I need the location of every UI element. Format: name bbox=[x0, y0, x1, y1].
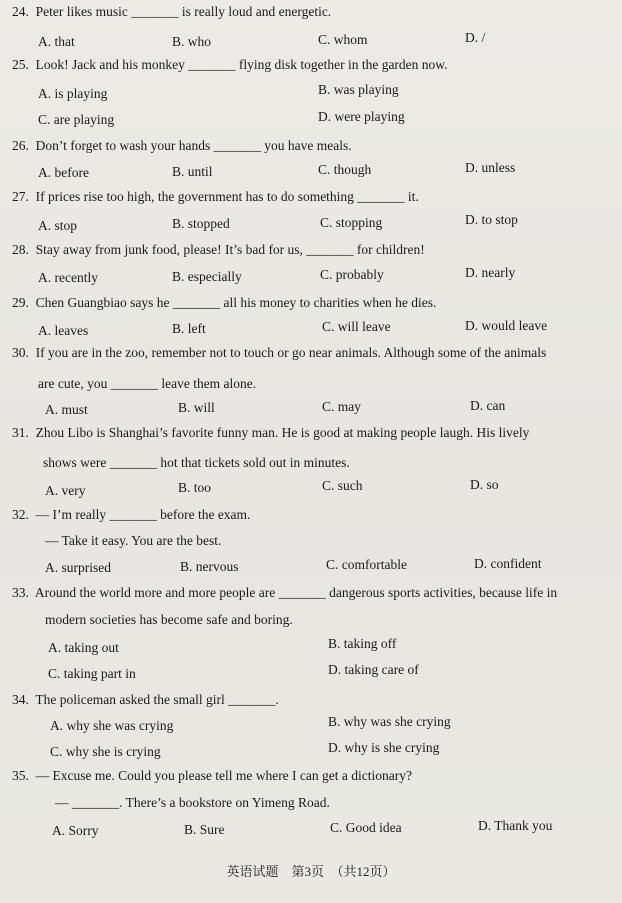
option-d: D. why is she crying bbox=[328, 740, 440, 755]
question-number: 29. bbox=[12, 295, 29, 310]
option-a: A. leaves bbox=[38, 323, 89, 338]
question-text: Look! Jack and his monkey _______ flying disk together in the garden now. bbox=[35, 57, 448, 72]
question-33-line-2: modern societies has become safe and boring. bbox=[45, 612, 293, 627]
question-34-stem bbox=[12, 692, 279, 708]
option-c: C. probably bbox=[320, 267, 384, 282]
option-b: B. Sure bbox=[184, 822, 225, 837]
question-text: Peter likes music _______ is really loud and energetic. bbox=[35, 4, 332, 19]
question-text: — Excuse me. Could you please tell me where I can get a dictionary? bbox=[35, 768, 412, 783]
option-b: B. will bbox=[178, 400, 215, 415]
option-b: B. stopped bbox=[172, 216, 230, 231]
option-d: D. can bbox=[470, 398, 506, 413]
question-text: Don’t forget to wash your hands _______ you have meals. bbox=[35, 138, 352, 153]
question-text: The policeman asked the small girl _______. bbox=[35, 692, 279, 707]
question-number: 34. bbox=[12, 692, 29, 707]
question-text: If you are in the zoo, remember not to touch or go near animals. Although some of the animals bbox=[35, 345, 547, 360]
option-b: B. left bbox=[172, 321, 206, 336]
question-number: 27. bbox=[12, 189, 29, 204]
question-number: 31. bbox=[12, 425, 29, 440]
option-b: B. especially bbox=[172, 269, 242, 284]
option-a: A. why she was crying bbox=[50, 718, 174, 733]
option-b: B. was playing bbox=[318, 82, 399, 97]
question-32-line-2: — Take it easy. You are the best. bbox=[45, 533, 222, 548]
question-number: 32. bbox=[12, 507, 29, 522]
option-c: C. may bbox=[322, 399, 361, 414]
question-number: 28. bbox=[12, 242, 29, 257]
option-d: D. would leave bbox=[465, 318, 548, 333]
option-c: C. taking part in bbox=[48, 666, 136, 681]
question-text: — I’m really _______ before the exam. bbox=[35, 507, 251, 522]
option-a: A. must bbox=[45, 402, 88, 417]
option-a: A. taking out bbox=[48, 640, 119, 655]
option-c: C. whom bbox=[318, 32, 368, 47]
option-c: C. stopping bbox=[320, 215, 383, 230]
option-c: C. why she is crying bbox=[50, 744, 161, 759]
option-c: C. Good idea bbox=[330, 820, 402, 835]
question-number: 24. bbox=[12, 4, 29, 19]
option-a: A. surprised bbox=[45, 560, 111, 575]
option-c: C. are playing bbox=[38, 112, 115, 127]
option-a: A. before bbox=[38, 165, 89, 180]
option-d: D. Thank you bbox=[478, 818, 553, 833]
option-a: A. stop bbox=[38, 218, 78, 233]
question-number: 26. bbox=[12, 138, 29, 153]
option-c: C. comfortable bbox=[326, 557, 407, 572]
question-31-line-2: shows were _______ hot that tickets sold out in minutes. bbox=[43, 455, 350, 470]
question-29-stem bbox=[12, 295, 436, 311]
option-b: B. nervous bbox=[180, 559, 239, 574]
question-30-stem bbox=[12, 345, 546, 361]
question-number: 30. bbox=[12, 345, 29, 360]
option-b: B. until bbox=[172, 164, 213, 179]
question-number: 33. bbox=[12, 585, 29, 600]
option-a: A. is playing bbox=[38, 86, 108, 101]
question-35-stem bbox=[12, 768, 412, 784]
page-footer: 英语试题 第3页 （共12页） bbox=[226, 864, 396, 879]
option-d: D. confident bbox=[474, 556, 542, 571]
question-text: Chen Guangbiao says he _______ all his money to charities when he dies. bbox=[35, 295, 437, 310]
question-text: Zhou Libo is Shanghai’s favorite funny man. He is good at making people laugh. His lively bbox=[35, 425, 530, 440]
question-text: Stay away from junk food, please! It’s bad for us, _______ for children! bbox=[35, 242, 425, 257]
option-b: B. too bbox=[178, 480, 212, 495]
option-d: D. to stop bbox=[465, 212, 518, 227]
question-32-stem bbox=[12, 507, 250, 523]
option-c: C. such bbox=[322, 478, 363, 493]
question-26-stem bbox=[12, 138, 352, 154]
option-d: D. nearly bbox=[465, 265, 516, 280]
question-number: 25. bbox=[12, 57, 29, 72]
question-28-stem bbox=[12, 242, 425, 258]
option-d: D. taking care of bbox=[328, 662, 419, 677]
option-a: A. Sorry bbox=[52, 823, 99, 838]
option-d: D. so bbox=[470, 477, 499, 492]
question-30-line-2: are cute, you _______ leave them alone. bbox=[38, 376, 257, 391]
question-27-stem bbox=[12, 189, 419, 205]
option-a: A. very bbox=[45, 483, 86, 498]
option-b: B. why was she crying bbox=[328, 714, 451, 729]
question-33-stem bbox=[12, 585, 557, 601]
option-c: C. though bbox=[318, 162, 372, 177]
question-24-stem bbox=[12, 4, 331, 20]
option-b: B. who bbox=[172, 34, 212, 49]
option-b: B. taking off bbox=[328, 636, 397, 651]
option-d: D. were playing bbox=[318, 109, 405, 124]
option-d: D. / bbox=[465, 30, 486, 45]
option-a: A. recently bbox=[38, 270, 98, 285]
question-25-stem bbox=[12, 57, 448, 73]
option-c: C. will leave bbox=[322, 319, 391, 334]
question-text: Around the world more and more people are _______ dangerous sports activities, because life in bbox=[34, 585, 558, 600]
question-31-stem bbox=[12, 425, 529, 441]
option-d: D. unless bbox=[465, 160, 516, 175]
question-text: If prices rise too high, the government has to do something _______ it. bbox=[35, 189, 419, 204]
option-a: A. that bbox=[38, 34, 75, 49]
question-number: 35. bbox=[12, 768, 29, 783]
question-35-line-2: — _______. There’s a bookstore on Yimeng Road. bbox=[55, 795, 330, 810]
